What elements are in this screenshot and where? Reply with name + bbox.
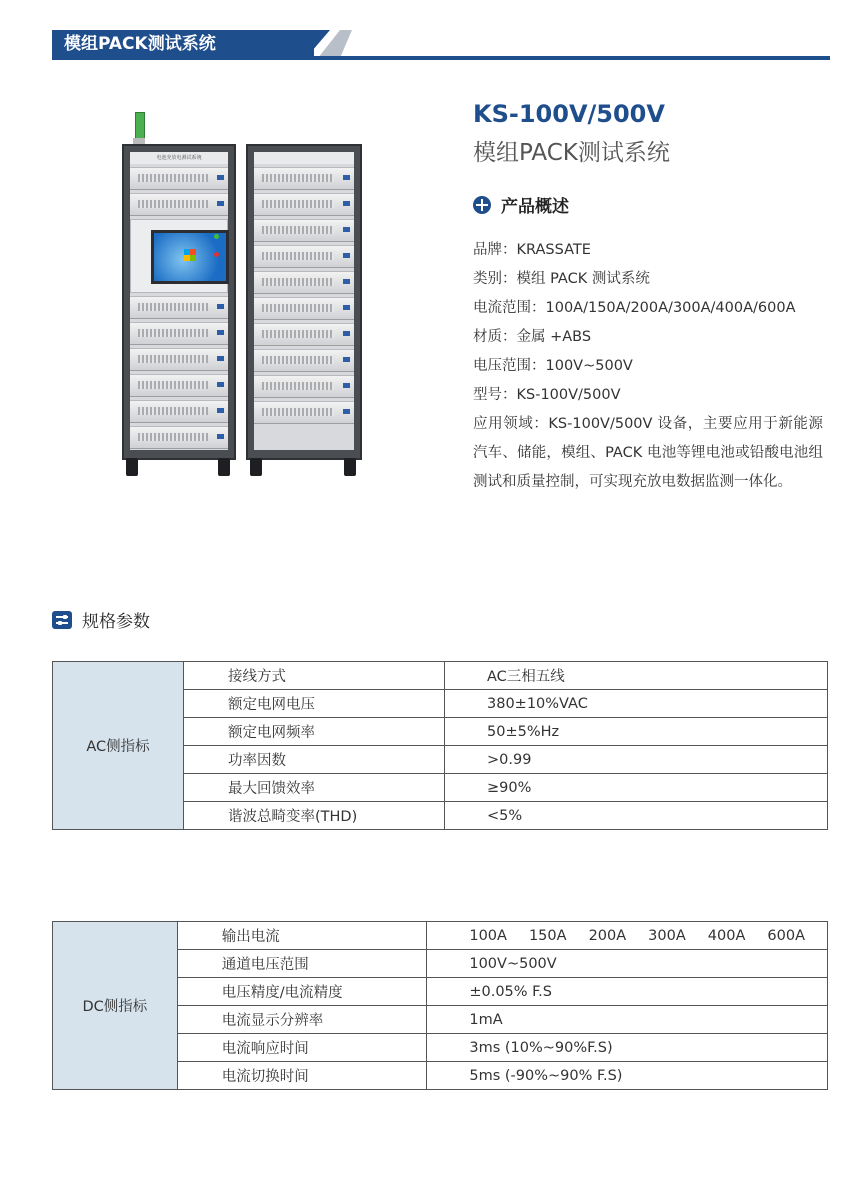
windows-logo-icon bbox=[184, 249, 196, 261]
dc-spec-table bbox=[52, 921, 828, 1090]
caster-wheel bbox=[250, 458, 262, 476]
power-module bbox=[254, 271, 354, 294]
power-module bbox=[130, 296, 228, 319]
value-cell-output-current bbox=[427, 922, 828, 950]
control-panel bbox=[130, 219, 228, 293]
info-voltage-range: 电压范围：100V~500V bbox=[473, 358, 633, 374]
power-module bbox=[254, 219, 354, 242]
section-title: 模组PACK测试系统 bbox=[52, 30, 314, 58]
power-module bbox=[130, 426, 228, 449]
current-option: 100A bbox=[469, 927, 507, 944]
table-group-label: DC侧指标 bbox=[53, 922, 178, 1090]
product-model: KS-100V/500V bbox=[473, 100, 665, 128]
power-module bbox=[254, 323, 354, 346]
current-option: 150A bbox=[528, 927, 567, 944]
overview-heading bbox=[473, 192, 569, 217]
value-cell: 100V~500V bbox=[427, 950, 828, 978]
banner-decoration bbox=[340, 30, 352, 58]
table-row bbox=[53, 662, 828, 690]
info-current-range: 电流范围：100A/150A/200A/300A/400A/600A bbox=[473, 300, 796, 316]
power-module bbox=[254, 193, 354, 216]
caster-wheel bbox=[344, 458, 356, 476]
current-option: 600A bbox=[767, 927, 805, 944]
plus-circle-icon bbox=[473, 196, 491, 214]
value-cell: >0.99 bbox=[445, 746, 828, 774]
current-option: 200A bbox=[588, 927, 627, 944]
value-cell: 3ms (10%~90%F.S) bbox=[427, 1034, 828, 1062]
status-led-red bbox=[214, 252, 219, 257]
param-cell: 接线方式 bbox=[184, 662, 445, 690]
info-model: 型号：KS-100V/500V bbox=[473, 387, 621, 403]
info-application: 应用领域：KS-100V/500V 设备，主要应用于新能源汽车、储能，模组、PACK 电池等锂电池或铅酸电池组测试和质量控制，可实现充放电数据监测一体化。 bbox=[473, 416, 823, 490]
info-brand: 品牌：KRASSATE bbox=[473, 242, 591, 258]
param-cell: 电流切换时间 bbox=[177, 1062, 427, 1090]
param-cell: 最大回馈效率 bbox=[184, 774, 445, 802]
caster-wheel bbox=[218, 458, 230, 476]
param-cell: 电流响应时间 bbox=[177, 1034, 427, 1062]
param-cell: 通道电压范围 bbox=[177, 950, 427, 978]
power-module bbox=[254, 401, 354, 424]
power-module bbox=[254, 375, 354, 398]
cabinet-right bbox=[246, 144, 362, 460]
value-cell: 1mA bbox=[427, 1006, 828, 1034]
ac-spec-table bbox=[52, 661, 828, 830]
info-category: 类别：模组 PACK 测试系统 bbox=[473, 271, 650, 287]
param-cell: 额定电网电压 bbox=[184, 690, 445, 718]
value-cell: <5% bbox=[445, 802, 828, 830]
power-module bbox=[254, 297, 354, 320]
status-led-green bbox=[214, 234, 219, 239]
value-cell: 5ms (-90%~90% F.S) bbox=[427, 1062, 828, 1090]
current-option: 300A bbox=[648, 927, 686, 944]
cabinet-left bbox=[122, 144, 236, 460]
power-module bbox=[130, 374, 228, 397]
product-image bbox=[118, 112, 376, 480]
product-name: 模组PACK测试系统 bbox=[473, 140, 670, 166]
cabinet-top bbox=[254, 152, 354, 164]
specs-heading bbox=[52, 607, 150, 632]
power-module bbox=[254, 167, 354, 190]
power-module bbox=[130, 322, 228, 345]
value-cell: ±0.05% F.S bbox=[427, 978, 828, 1006]
specs-title: 规格参数 bbox=[82, 612, 150, 632]
param-cell: 功率因数 bbox=[184, 746, 445, 774]
power-module bbox=[254, 245, 354, 268]
value-cell: AC三相五线 bbox=[445, 662, 828, 690]
cabinet-caption: 电池充放电测试系统 bbox=[130, 152, 228, 164]
banner-decoration bbox=[318, 30, 340, 58]
param-cell: 输出电流 bbox=[177, 922, 427, 950]
power-module bbox=[130, 167, 228, 190]
value-cell: ≥90% bbox=[445, 774, 828, 802]
overview-list bbox=[473, 236, 823, 497]
param-cell: 电流显示分辨率 bbox=[177, 1006, 427, 1034]
section-banner bbox=[52, 30, 830, 60]
power-module bbox=[130, 400, 228, 423]
overview-title: 产品概述 bbox=[501, 197, 569, 217]
table-group-label: AC侧指标 bbox=[53, 662, 184, 830]
power-module bbox=[130, 348, 228, 371]
sliders-icon bbox=[52, 611, 72, 629]
param-cell: 额定电网频率 bbox=[184, 718, 445, 746]
caster-wheel bbox=[126, 458, 138, 476]
table-row bbox=[53, 922, 828, 950]
power-module bbox=[254, 349, 354, 372]
value-cell: 380±10%VAC bbox=[445, 690, 828, 718]
info-material: 材质：金属 +ABS bbox=[473, 329, 592, 345]
value-cell: 50±5%Hz bbox=[445, 718, 828, 746]
param-cell: 谐波总畸变率(THD) bbox=[184, 802, 445, 830]
param-cell: 电压精度/电流精度 bbox=[177, 978, 427, 1006]
current-option: 400A bbox=[707, 927, 746, 944]
power-module bbox=[130, 193, 228, 216]
banner-underline bbox=[52, 56, 830, 60]
